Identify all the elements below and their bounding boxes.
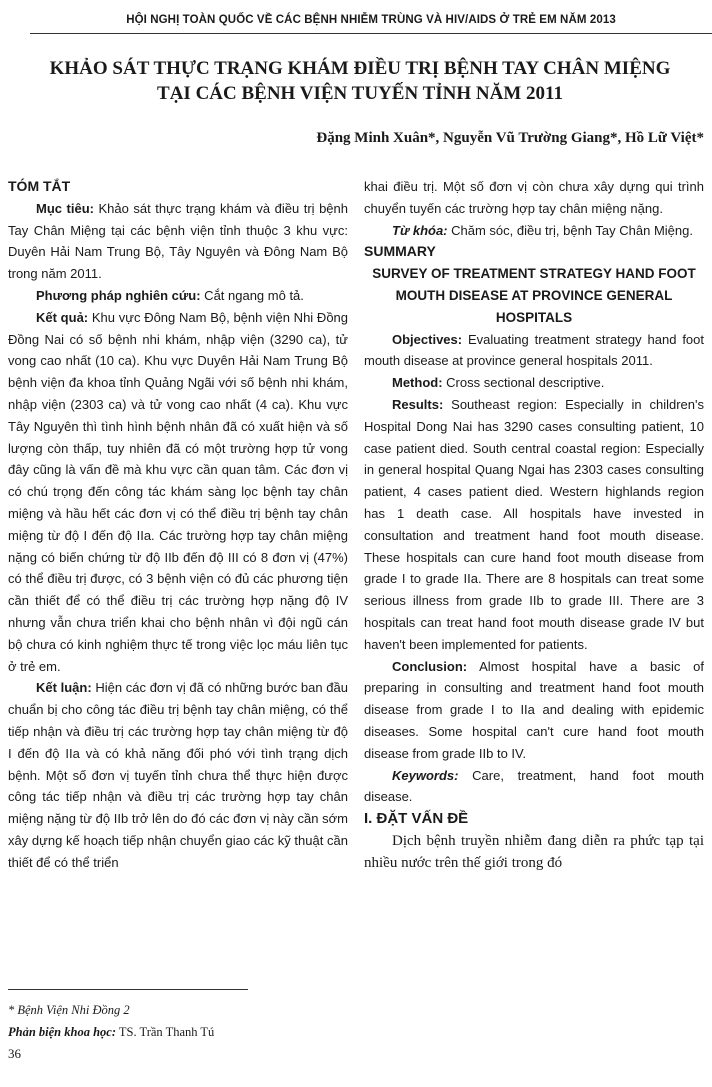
vi-objective-label: Mục tiêu: — [36, 200, 94, 216]
title-line-2: TẠI CÁC BỆNH VIỆN TUYẾN TỈNH NĂM 2011 — [157, 83, 563, 104]
en-keywords-label: Keywords: — [392, 767, 459, 783]
en-results-label: Results: — [392, 396, 444, 412]
en-results-text: Southeast region: Especially in children's Hospital Dong Nai has 3290 cases consulting patient, 10 case patient died. South central coastal region: Especially in general hospital Quang Ngai has 2303 cases consulting patient, 4 cases patient died. Western highlands region has 1 death case. All hospitals have invested in consultation and treatment hand foot mouth disease. These hospitals can cure hand foot mouth disease from grade I to grade IIa. There are 8 hospitals can treat some serious illness from grade IIb to grade III. There are 3 hospitals can treat hand foot mouth disease grade IV but haven't been implemented for patients. — [364, 396, 704, 652]
right-column — [364, 176, 704, 874]
vi-conclusion — [8, 677, 348, 873]
footnote-reviewer — [8, 1025, 214, 1040]
en-objectives-text: Evaluating treatment strategy hand foot mouth disease at province general hospitals 2011. — [364, 331, 704, 369]
en-keywords — [364, 765, 704, 809]
vi-conclusion-label: Kết luận: — [36, 680, 92, 696]
section-1-text: Dịch bệnh truyền nhiễm đang diễn ra phức tạp tại nhiều nước trên thế giới trong đó — [364, 832, 704, 871]
en-objectives-label: Objectives: — [392, 331, 463, 347]
vi-method-text: Cắt ngang mô tả. — [200, 287, 304, 303]
en-title: SURVEY OF TREATMENT STRATEGY HAND FOOT MOUTH DISEASE AT PROVINCE GENERAL HOSPITALS — [372, 266, 696, 325]
footnote-rule — [8, 989, 248, 990]
vi-keywords-text: Chăm sóc, điều trị, bệnh Tay Chân Miệng. — [447, 222, 693, 238]
footnote-affiliation: * Bệnh Viện Nhi Đồng 2 — [8, 1003, 130, 1017]
authors: Đặng Minh Xuân*, Nguyễn Vũ Trường Giang*, Hồ Lữ Việt* — [316, 130, 704, 146]
vi-objective — [8, 198, 348, 285]
en-objectives — [364, 329, 704, 373]
running-head: HỘI NGHỊ TOÀN QUỐC VỀ CÁC BỆNH NHIỄM TRÙNG VÀ HIV/AIDS Ở TRẺ EM NĂM 2013 — [126, 14, 616, 26]
en-conclusion-label: Conclusion: — [392, 658, 468, 674]
header-rule — [30, 33, 712, 34]
en-method — [364, 372, 704, 394]
vi-results-label: Kết quả: — [36, 309, 89, 325]
reviewer-name: TS. Trần Thanh Tú — [116, 1025, 215, 1039]
en-keywords-text: Care, treatment, hand foot mouth disease. — [364, 767, 704, 805]
reviewer-label: Phản biện khoa học: — [8, 1025, 117, 1039]
vi-method-label: Phương pháp nghiên cứu: — [36, 287, 201, 303]
vi-method — [8, 285, 348, 307]
vi-objective-text: Khảo sát thực trạng khám và điều trị bệnh Tay Chân Miệng tại các bệnh viện tỉnh thuộc 3 khu vực: Duyên Hải Nam Trung Bộ, Tây Nguyên và Đông Nam Bộ trong năm 2011. — [8, 200, 348, 282]
en-conclusion — [364, 656, 704, 765]
en-results — [364, 394, 704, 656]
vi-keywords — [364, 220, 704, 242]
vi-keywords-label: Từ khóa: — [392, 222, 448, 238]
vi-results-text: Khu vực Đông Nam Bộ, bệnh viện Nhi Đồng Đồng Nai có số bệnh nhi khám, nhập viện (3290 ca), tử vong cao nhất (10 ca). Khu vực Duyên Hải Nam Trung Bộ bệnh viện đa khoa tỉnh Quảng Ngãi với số bệnh nhi khám, nhập viện (2303 ca) và tử vong cao nhất (4 ca). Khu vực Tây Nguyên thì tình hình bệnh nhân đã có xuất hiện và số lượng còn thấp, tuy nhiên đã có một trường hợp tử vong đây cũng là vấn đề mà khu vực cần quan tâm. Các đơn vị có chú trọng đến công tác khám sàng lọc bệnh tay chân miệng và hầu hết các đơn vị có thể điều trị bệnh tay chân miệng từ độ I đến độ IIa. Các trường hợp tay chân miệng nặng có biến chứng từ độ IIb đến độ III có 8 đơn vị (47%) có thể điều trị được, có 3 bệnh viện có đủ các phương tiện cần thiết để có thể điều trị các trường hợp nặng độ IV nhưng vẫn chưa triển khai cho bệnh nhân vì đội ngũ cán bộ chưa có kinh nghiệm thực tế trong việc lọc máu liên tục ở trẻ em. — [8, 309, 349, 674]
en-method-text: Cross sectional descriptive. — [442, 375, 605, 391]
vi-abstract-heading: TÓM TẮT — [8, 178, 71, 194]
en-method-label: Method: — [392, 375, 443, 391]
left-column — [8, 176, 348, 874]
title-line-1: KHẢO SÁT THỰC TRẠNG KHÁM ĐIỀU TRỊ BỆNH TAY CHÂN MIỆNG — [49, 58, 671, 79]
en-conclusion-text: Almost hospital have a basic of preparing in consulting and treatment hand foot mouth disease from grade I to IIa and dealing with epidemic diseases. Some hospital can't cure hand foot mouth disease from grade IIb to IV. — [364, 658, 704, 761]
section-1-heading: I. ĐẶT VẤN ĐỀ — [364, 810, 469, 828]
vi-conclusion-continued: khai điều trị. Một số đơn vị còn chưa xây dựng qui trình chuyển tuyến các trường hợp tay chân miệng nặng. — [364, 179, 704, 216]
paper-title — [20, 56, 700, 106]
page-number: 36 — [8, 1046, 21, 1061]
vi-results — [8, 307, 348, 678]
en-summary-heading: SUMMARY — [364, 243, 436, 260]
vi-conclusion-text: Hiện các đơn vị đã có những bước ban đầu chuẩn bị cho công tác điều trị bệnh tay chân miệng, có thể tiếp nhận và điều trị các trường hợp tay chân miệng từ độ I đến độ IIa và có khả năng đối phó với tình trạng dịch bệnh. Một số đơn vị tuyến tỉnh chưa thể thực hiện được công tác tiếp nhận và điều trị các trường hợp tay chân miệng nặng từ độ IIb trở lên do đó các đơn vị này cần sớm xây dựng kế hoạch tiếp nhận chuyển giao các kỹ thuật cần thiết để có thể triển — [8, 680, 348, 870]
